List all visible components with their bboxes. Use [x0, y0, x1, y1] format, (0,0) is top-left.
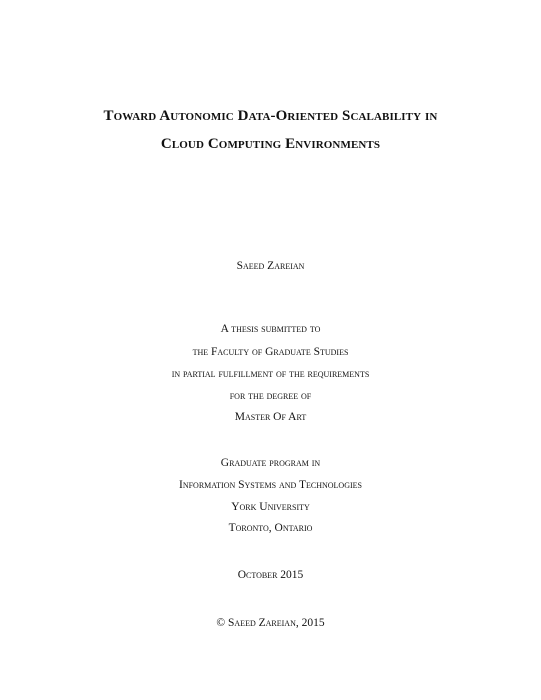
degree-name: Master Of Art — [234, 411, 307, 423]
university-location: Toronto, Ontario — [228, 522, 313, 534]
program-name: Information Systems and Technologies — [178, 479, 362, 491]
thesis-title-line-1: Toward Autonomic Data-Oriented Scalability in — [103, 108, 438, 124]
thesis-statement-line: A thesis submitted to — [220, 323, 321, 335]
program-line: Graduate program in — [220, 457, 321, 469]
author-name: Saeed Zareian — [236, 260, 305, 272]
thesis-statement-line: the Faculty of Graduate Studies — [192, 346, 349, 358]
thesis-statement-line: for the degree of — [229, 390, 312, 402]
copyright-notice: © Saeed Zareian, 2015 — [216, 617, 325, 629]
submission-date: October 2015 — [237, 569, 304, 581]
thesis-statement-line: in partial fulfillment of the requirements — [171, 368, 370, 380]
thesis-title-line-2: Cloud Computing Environments — [160, 136, 381, 152]
university-name: York University — [231, 501, 310, 513]
